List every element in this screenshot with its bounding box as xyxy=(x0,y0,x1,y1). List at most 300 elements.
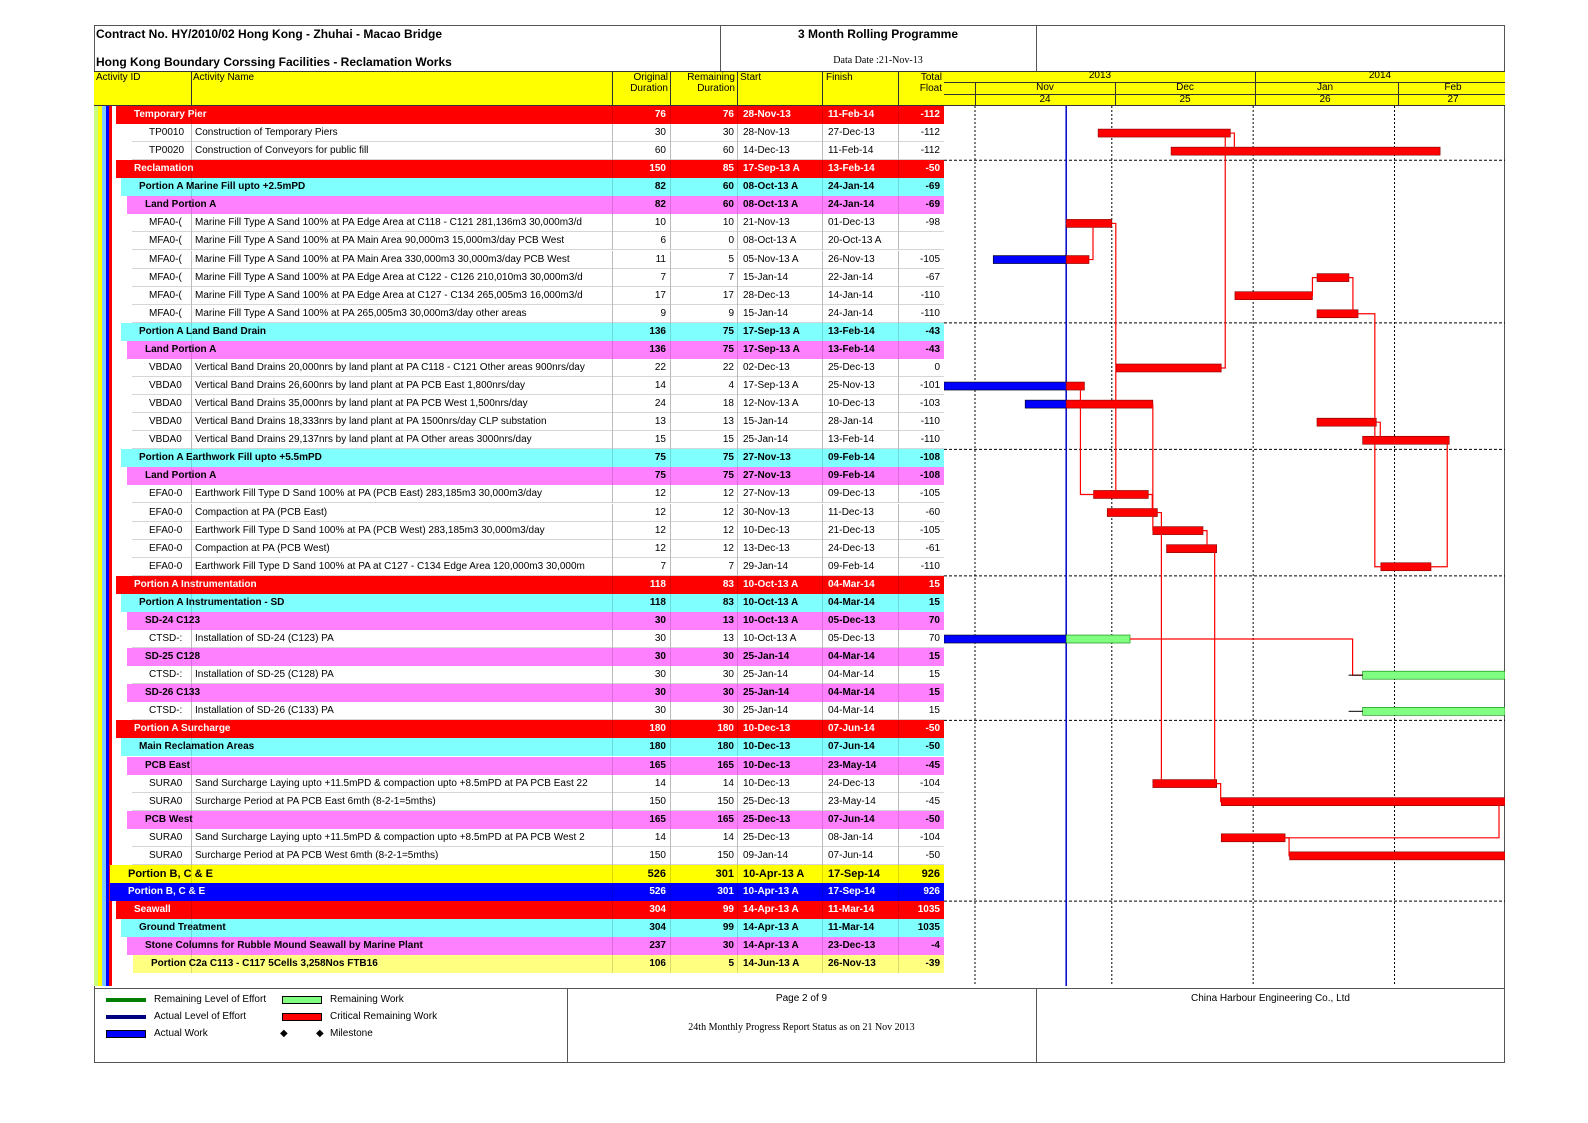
wbs-summary-row[interactable] xyxy=(127,811,944,829)
cell-separator xyxy=(898,648,899,666)
activity-row[interactable] xyxy=(132,558,944,576)
cell-separator xyxy=(670,594,671,612)
start-date: 25-Jan-14 xyxy=(743,669,789,681)
original-duration: 12 xyxy=(654,524,666,536)
cell-separator xyxy=(191,757,192,775)
cell-separator xyxy=(191,666,192,684)
remaining-duration: 22 xyxy=(722,361,734,373)
cell-separator xyxy=(191,955,192,973)
project-title: Hong Kong Boundary Corssing Facilities - Reclamation Works xyxy=(96,55,452,69)
original-duration: 75 xyxy=(654,470,666,482)
cell-separator xyxy=(191,594,192,612)
wbs-summary-row[interactable] xyxy=(121,594,944,612)
wbs-summary-row[interactable] xyxy=(121,323,944,341)
cell-separator xyxy=(670,467,671,485)
wbs-summary-row[interactable] xyxy=(127,196,944,214)
remaining-duration: 12 xyxy=(722,542,734,554)
activity-row[interactable] xyxy=(132,232,944,250)
cell-separator xyxy=(191,341,192,359)
cell-separator xyxy=(737,901,738,919)
cell-separator xyxy=(737,540,738,558)
original-duration: 17 xyxy=(654,289,666,301)
wbs-name: Land Portion A xyxy=(145,470,217,482)
wbs-name: Land Portion A xyxy=(145,343,217,355)
start-date: 10-Dec-13 xyxy=(743,524,790,536)
cell-separator xyxy=(191,738,192,756)
activity-row[interactable] xyxy=(132,305,944,323)
total-float: -69 xyxy=(925,181,940,193)
cell-separator xyxy=(670,485,671,503)
cell-separator xyxy=(670,576,671,594)
activity-row[interactable] xyxy=(132,124,944,142)
activity-row[interactable] xyxy=(132,504,944,522)
legend-label: Remaining Level of Effort xyxy=(154,994,267,1005)
cell-separator xyxy=(612,106,613,124)
activity-row[interactable] xyxy=(132,395,944,413)
cell-separator xyxy=(191,504,192,522)
total-float: 926 xyxy=(923,886,940,897)
finish-date: 09-Feb-14 xyxy=(828,470,875,482)
milestone-icon: ◆ xyxy=(280,1028,288,1039)
cell-separator xyxy=(670,377,671,395)
wbs-summary-row[interactable] xyxy=(127,467,944,485)
cell-separator xyxy=(612,919,613,937)
col-separator xyxy=(737,71,738,106)
finish-date: 04-Mar-14 xyxy=(828,687,875,699)
start-date: 27-Nov-13 xyxy=(743,470,791,482)
activity-row[interactable] xyxy=(132,793,944,811)
finish-date: 04-Mar-14 xyxy=(828,669,875,681)
start-date: 12-Nov-13 A xyxy=(743,398,799,410)
remaining-duration: 17 xyxy=(722,289,734,301)
activity-id: MFA0-( xyxy=(149,235,182,247)
start-date: 10-Apr-13 A xyxy=(743,886,799,897)
finish-date: 07-Jun-14 xyxy=(828,813,875,825)
activity-row[interactable] xyxy=(132,540,944,558)
start-date: 25-Jan-14 xyxy=(743,687,790,699)
wbs-summary-row[interactable] xyxy=(116,160,944,178)
cell-separator xyxy=(670,323,671,341)
wbs-summary-row[interactable] xyxy=(110,883,944,901)
cell-separator xyxy=(898,684,899,702)
wbs-summary-row[interactable] xyxy=(116,576,944,594)
cell-separator xyxy=(612,251,613,269)
logic-link xyxy=(1381,440,1449,566)
activity-row[interactable] xyxy=(132,359,944,377)
wbs-name: SD-25 C128 xyxy=(145,651,201,663)
finish-date: 13-Feb-14 xyxy=(828,434,875,446)
activity-name: Surcharge Period at PA PCB East 6mth (8-2-1=5mths) xyxy=(195,795,436,807)
activity-row[interactable] xyxy=(132,413,944,431)
original-duration: 136 xyxy=(649,325,666,337)
cell-separator xyxy=(191,124,192,142)
cell-separator xyxy=(670,883,671,901)
cell-separator xyxy=(898,901,899,919)
col-separator xyxy=(670,71,671,106)
cell-separator xyxy=(670,431,671,449)
wbs-summary-row[interactable] xyxy=(121,919,944,937)
finish-date: 04-Mar-14 xyxy=(828,705,875,717)
original-duration: 118 xyxy=(649,596,666,608)
original-duration: 12 xyxy=(654,488,666,500)
remaining-duration: 301 xyxy=(717,886,734,897)
cell-separator xyxy=(737,666,738,684)
cell-separator xyxy=(612,232,613,250)
cell-separator xyxy=(822,214,823,232)
activity-name: Sand Surcharge Laying upto +11.5mPD & compaction upto +8.5mPD at PA PCB East 22 xyxy=(195,777,588,789)
wbs-summary-row[interactable] xyxy=(127,341,944,359)
total-float: -108 xyxy=(919,470,940,482)
start-date: 13-Dec-13 xyxy=(743,542,790,554)
cell-separator xyxy=(822,738,823,756)
total-float: -110 xyxy=(920,307,940,319)
wbs-summary-row[interactable] xyxy=(121,178,944,196)
finish-date: 13-Feb-14 xyxy=(828,343,875,355)
activity-id: VBDA0 xyxy=(149,361,182,373)
activity-row[interactable] xyxy=(132,214,944,232)
original-duration: 14 xyxy=(654,380,666,392)
activity-row[interactable] xyxy=(132,775,944,793)
gantt-bar-critical xyxy=(1235,292,1313,300)
cell-separator xyxy=(822,305,823,323)
activity-row[interactable] xyxy=(132,485,944,503)
activity-row[interactable] xyxy=(132,847,944,865)
total-float: -98 xyxy=(925,217,940,229)
cell-separator xyxy=(670,829,671,847)
total-float: -50 xyxy=(925,163,940,175)
finish-date: 25-Dec-13 xyxy=(828,361,875,373)
start-date: 25-Dec-13 xyxy=(743,831,790,843)
cell-separator xyxy=(612,901,613,919)
cell-separator xyxy=(737,359,738,377)
original-duration: 304 xyxy=(649,922,666,934)
cell-separator xyxy=(670,142,671,160)
activity-name: Compaction at PA (PCB West) xyxy=(195,542,330,554)
wbs-name: Main Reclamation Areas xyxy=(139,741,255,753)
cell-separator xyxy=(670,178,671,196)
activity-id: EFA0-0 xyxy=(149,542,183,554)
cell-separator xyxy=(612,287,613,305)
cell-separator xyxy=(822,684,823,702)
remaining-duration: 75 xyxy=(722,470,734,482)
legend-swatch xyxy=(106,1030,146,1038)
wbs-summary-row[interactable] xyxy=(121,449,944,467)
activity-row[interactable] xyxy=(132,522,944,540)
activity-id: EFA0-0 xyxy=(149,524,183,536)
start-date: 14-Apr-13 A xyxy=(743,904,799,916)
cell-separator xyxy=(898,720,899,738)
col-original-duration[interactable] xyxy=(614,71,668,106)
finish-date: 07-Jun-14 xyxy=(828,849,874,861)
wbs-name: PCB West xyxy=(145,813,193,825)
activity-name: Marine Fill Type A Sand 100% at PA Edge Area at C127 - C134 265,005m3 16,000m3/d xyxy=(195,289,583,301)
wbs-summary-row[interactable] xyxy=(116,720,944,738)
original-duration: 14 xyxy=(654,831,666,843)
cell-separator xyxy=(612,449,613,467)
finish-date: 17-Sep-14 xyxy=(828,867,880,880)
wbs-summary-row[interactable] xyxy=(116,106,944,124)
finish-date: 04-Mar-14 xyxy=(828,578,875,590)
start-date: 10-Oct-13 A xyxy=(743,596,799,608)
wbs-strip xyxy=(109,106,112,986)
cell-separator xyxy=(737,684,738,702)
col-activity-id[interactable]: Activity ID xyxy=(96,72,141,83)
original-duration: 150 xyxy=(649,849,666,861)
cell-separator xyxy=(898,269,899,287)
legend-swatch xyxy=(106,1015,146,1019)
cell-separator xyxy=(191,883,192,901)
total-float: -43 xyxy=(925,325,940,337)
cell-separator xyxy=(191,395,192,413)
wbs-name: Reclamation xyxy=(134,163,194,175)
month-separator xyxy=(975,82,976,106)
cell-separator xyxy=(191,558,192,576)
activity-id: VBDA0 xyxy=(149,416,182,428)
cell-separator xyxy=(670,269,671,287)
cell-separator xyxy=(822,377,823,395)
cell-separator xyxy=(898,666,899,684)
activity-row[interactable] xyxy=(132,431,944,449)
cell-separator xyxy=(191,305,192,323)
month-label: Nov xyxy=(1036,82,1054,93)
cell-separator xyxy=(822,287,823,305)
activity-row[interactable] xyxy=(132,666,944,684)
col-finish[interactable]: Finish xyxy=(826,72,853,83)
wbs-summary-row[interactable] xyxy=(133,955,944,973)
original-duration: 30 xyxy=(654,687,666,699)
activity-name: Earthwork Fill Type D Sand 100% at PA (PCB West) 283,185m3 30,000m3/day xyxy=(195,524,545,536)
wbs-summary-row[interactable] xyxy=(110,865,944,883)
cell-separator xyxy=(822,251,823,269)
finish-date: 24-Jan-14 xyxy=(828,307,874,319)
gantt-bar-actual xyxy=(993,256,1066,264)
total-float: 15 xyxy=(928,687,940,699)
start-date: 21-Nov-13 xyxy=(743,217,790,229)
cell-separator xyxy=(737,937,738,955)
activity-row[interactable] xyxy=(132,377,944,395)
activity-row[interactable] xyxy=(132,287,944,305)
cell-separator xyxy=(822,504,823,522)
cell-separator xyxy=(822,829,823,847)
wbs-summary-row[interactable] xyxy=(127,612,944,630)
remaining-duration: 60 xyxy=(722,181,734,193)
cell-separator xyxy=(737,829,738,847)
contract-title: Contract No. HY/2010/02 Hong Kong - Zhuhai - Macao Bridge xyxy=(96,27,443,41)
cell-separator xyxy=(822,612,823,630)
data-date: Data Date :21-Nov-13 xyxy=(833,55,923,66)
cell-separator xyxy=(822,196,823,214)
cell-separator xyxy=(670,341,671,359)
total-float: 15 xyxy=(928,705,940,717)
wbs-summary-row[interactable] xyxy=(127,648,944,666)
wbs-summary-row[interactable] xyxy=(127,757,944,775)
wbs-name: SD-26 C133 xyxy=(145,687,201,699)
cell-separator xyxy=(612,160,613,178)
start-date: 25-Dec-13 xyxy=(743,795,790,807)
start-date: 02-Dec-13 xyxy=(743,361,790,373)
cell-separator xyxy=(612,666,613,684)
cell-separator xyxy=(822,847,823,865)
activity-row[interactable] xyxy=(132,251,944,269)
cell-separator xyxy=(612,775,613,793)
finish-date: 13-Feb-14 xyxy=(828,163,875,175)
original-duration: 12 xyxy=(654,506,666,518)
cell-separator xyxy=(191,648,192,666)
cell-separator xyxy=(898,485,899,503)
cell-separator xyxy=(898,865,899,883)
cell-separator xyxy=(898,829,899,847)
cell-separator xyxy=(191,485,192,503)
cell-separator xyxy=(670,648,671,666)
col-original-duration-line2: Duration xyxy=(630,83,668,94)
wbs-summary-row[interactable] xyxy=(127,684,944,702)
cell-separator xyxy=(670,793,671,811)
remaining-duration: 76 xyxy=(722,109,734,120)
cell-separator xyxy=(737,612,738,630)
cell-separator xyxy=(737,124,738,142)
finish-date: 11-Mar-14 xyxy=(828,904,875,916)
wbs-summary-row[interactable] xyxy=(116,901,944,919)
finish-date: 11-Mar-14 xyxy=(828,922,875,934)
gantt-bar-critical xyxy=(1066,400,1153,408)
cell-separator xyxy=(612,540,613,558)
activity-name: Vertical Band Drains 35,000nrs by land plant at PA PCB West 1,500nrs/day xyxy=(195,398,528,410)
cell-separator xyxy=(737,214,738,232)
gantt-bar-critical xyxy=(1116,364,1221,372)
col-activity-name[interactable]: Activity Name xyxy=(193,72,255,83)
gantt-bar-critical xyxy=(1317,274,1349,282)
activity-id: MFA0-( xyxy=(149,307,182,319)
wbs-name: Portion A Land Band Drain xyxy=(139,325,267,337)
cell-separator xyxy=(737,775,738,793)
cell-separator xyxy=(737,341,738,359)
cell-separator xyxy=(612,269,613,287)
cell-separator xyxy=(191,323,192,341)
cell-separator xyxy=(612,937,613,955)
activity-row[interactable] xyxy=(132,702,944,720)
activity-name: Installation of SD-26 (C133) PA xyxy=(195,705,334,717)
month-separator xyxy=(1398,82,1399,106)
cell-separator xyxy=(737,413,738,431)
remaining-duration: 75 xyxy=(722,343,734,355)
header-divider xyxy=(1036,25,1037,71)
cell-separator xyxy=(670,124,671,142)
cell-separator xyxy=(822,594,823,612)
cell-separator xyxy=(822,485,823,503)
col-start[interactable]: Start xyxy=(740,72,762,83)
cell-separator xyxy=(737,702,738,720)
cell-separator xyxy=(737,630,738,648)
col-remaining-duration[interactable] xyxy=(670,71,735,106)
activity-id: EFA0-0 xyxy=(149,488,183,500)
total-float: -112 xyxy=(920,127,940,139)
activity-name: Marine Fill Type A Sand 100% at PA Edge Area at C122 - C126 210,010m3 30,000m3/d xyxy=(195,271,583,283)
total-float: -43 xyxy=(925,343,940,355)
total-float: -112 xyxy=(920,109,940,120)
activity-row[interactable] xyxy=(132,630,944,648)
cell-separator xyxy=(670,449,671,467)
gantt-bar-remaining xyxy=(1363,671,1505,679)
total-float: -67 xyxy=(925,271,940,283)
activity-row[interactable] xyxy=(132,269,944,287)
remaining-duration: 60 xyxy=(722,145,734,157)
activity-id: SURA0 xyxy=(149,777,183,789)
col-total-float[interactable] xyxy=(900,71,942,106)
cell-separator xyxy=(191,919,192,937)
total-float: -60 xyxy=(925,506,940,518)
total-float: -105 xyxy=(919,253,940,265)
cell-separator xyxy=(191,377,192,395)
cell-separator xyxy=(191,775,192,793)
cell-separator xyxy=(670,395,671,413)
cell-separator xyxy=(898,702,899,720)
original-duration: 7 xyxy=(660,560,666,572)
cell-separator xyxy=(670,666,671,684)
original-duration: 150 xyxy=(649,795,666,807)
original-duration: 526 xyxy=(649,886,666,897)
cell-separator xyxy=(822,811,823,829)
start-date: 25-Dec-13 xyxy=(743,813,791,825)
legend-label: Remaining Work xyxy=(330,994,404,1005)
cell-separator xyxy=(822,901,823,919)
cell-separator xyxy=(898,847,899,865)
activity-id: VBDA0 xyxy=(149,434,182,446)
cell-separator xyxy=(737,251,738,269)
activity-id: SURA0 xyxy=(149,849,183,861)
legend-label: Actual Work xyxy=(154,1028,208,1039)
start-date: 29-Jan-14 xyxy=(743,560,789,572)
remaining-duration: 75 xyxy=(722,452,734,464)
cell-separator xyxy=(670,757,671,775)
wbs-summary-row[interactable] xyxy=(121,738,944,756)
year-label: 2013 xyxy=(1088,70,1112,81)
wbs-summary-row[interactable] xyxy=(127,937,944,955)
activity-name: Vertical Band Drains 18,333nrs by land plant at PA 1500nrs/day CLP substation xyxy=(195,416,547,428)
activity-id: VBDA0 xyxy=(149,380,182,392)
remaining-duration: 13 xyxy=(722,614,734,626)
original-duration: 150 xyxy=(649,163,666,175)
cell-separator xyxy=(612,793,613,811)
activity-id: VBDA0 xyxy=(149,398,182,410)
activity-row[interactable] xyxy=(132,829,944,847)
cell-separator xyxy=(191,269,192,287)
finish-date: 11-Dec-13 xyxy=(828,506,874,518)
activity-row[interactable] xyxy=(132,142,944,160)
activity-name: Earthwork Fill Type D Sand 100% at PA (PCB East) 283,185m3 30,000m3/day xyxy=(195,488,543,500)
gantt-bar-actual xyxy=(944,382,1066,390)
cell-separator xyxy=(822,558,823,576)
cell-separator xyxy=(612,214,613,232)
cell-separator xyxy=(670,214,671,232)
finish-date: 21-Dec-13 xyxy=(828,524,875,536)
original-duration: 180 xyxy=(649,741,666,753)
cell-separator xyxy=(822,937,823,955)
remaining-duration: 75 xyxy=(722,325,734,337)
original-duration: 304 xyxy=(649,904,666,916)
cell-separator xyxy=(612,413,613,431)
cell-separator xyxy=(670,955,671,973)
cell-separator xyxy=(670,558,671,576)
cell-separator xyxy=(737,106,738,124)
cell-separator xyxy=(822,648,823,666)
finish-date: 04-Mar-14 xyxy=(828,596,875,608)
total-float: -104 xyxy=(919,777,940,789)
original-duration: 13 xyxy=(654,416,666,428)
cell-separator xyxy=(898,576,899,594)
logic-link xyxy=(1312,278,1317,296)
wbs-name: Portion B, C & E xyxy=(128,867,213,880)
cell-separator xyxy=(737,919,738,937)
